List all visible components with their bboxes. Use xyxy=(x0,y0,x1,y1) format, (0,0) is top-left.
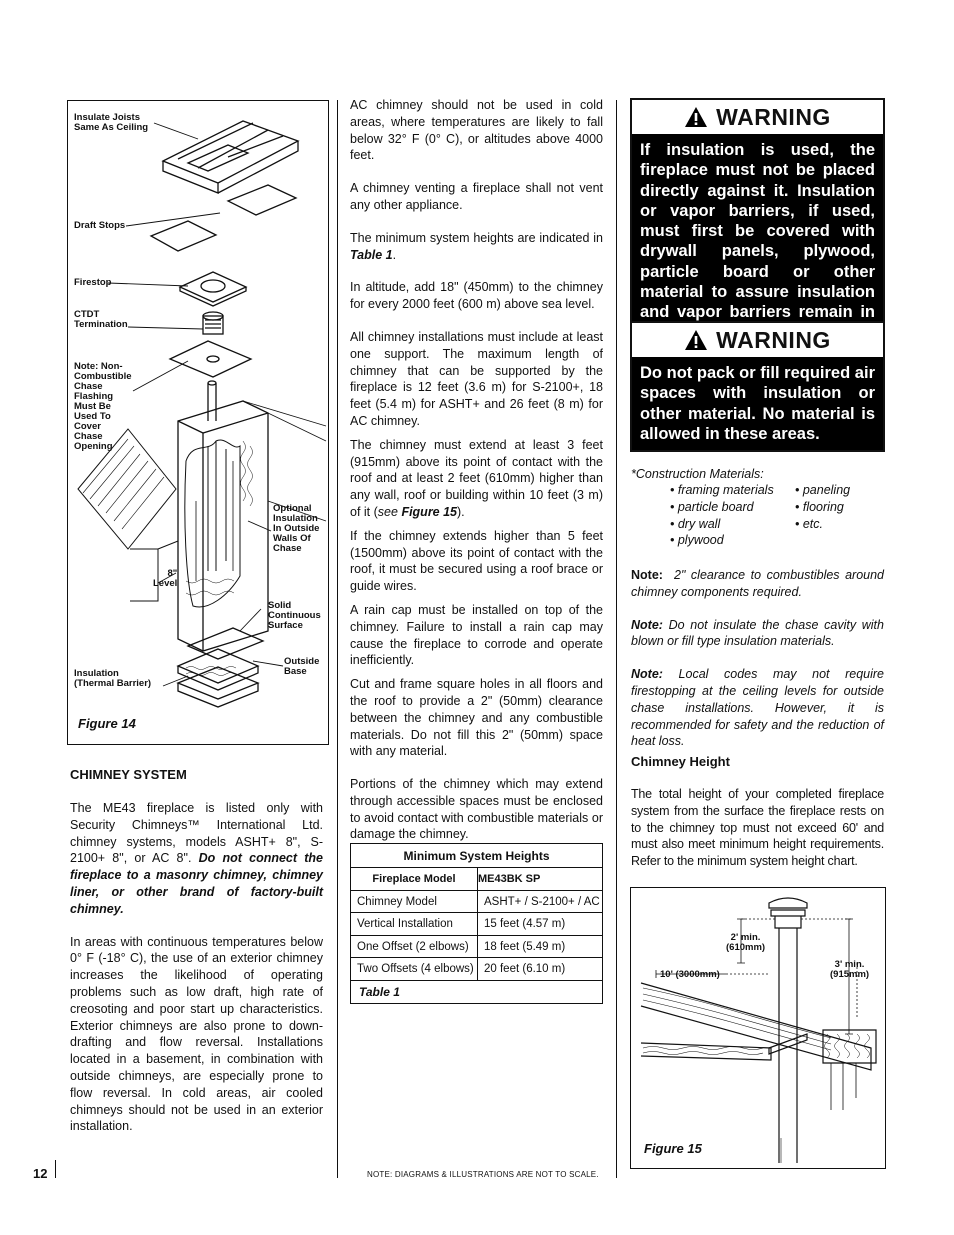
figure-14-caption: Figure 14 xyxy=(78,716,136,731)
figure-14 xyxy=(67,100,329,745)
materials-title: *Construction Materials: xyxy=(631,467,764,481)
label-note-flashing: Note: Non- Combustible Chase Flashing Must Be Used To Cover Chase Opening xyxy=(74,361,132,452)
paragraph-altitude: In altitude, add 18" (450mm) to the chimney for every 2000 feet (600 m) above sea level. xyxy=(350,280,603,312)
table-header-cell: Fireplace Model xyxy=(351,868,478,890)
table-row xyxy=(351,936,602,959)
page-number: 12 xyxy=(33,1166,48,1181)
table-header-row xyxy=(351,868,602,891)
paragraph-frame-holes: Cut and frame square holes in all floors and the roof to provide a 2" (50mm) clearance between the chimney and any combustible materials. Do not fill this 2" (50mm) space with any material. xyxy=(350,677,603,759)
label-10ft: 10' (3000mm) xyxy=(660,969,720,980)
warning-header xyxy=(632,323,883,357)
paragraph-exterior-chimney: In areas with continuous temperatures below 0° F (-18° C), the use of an exterior chimney increases the likelihood of operating problems such as low draft, high rate of creosoting and poor start up characteristics. Exterior chimneys are also prone to down-drafting and flow reversal. Installations located in a basement, in combination with outside chimneys, are especially prone to flow reversal. In cold areas, air cooled chimneys should not be used in an exterior installation. xyxy=(70,934,323,1134)
warning-title: WARNING xyxy=(716,326,831,353)
figure-15 xyxy=(630,887,886,1169)
chimney-height-diagram xyxy=(631,888,884,1167)
paragraph-brace: If the chimney extends higher than 5 feet (1500mm) above its point of contact with the roof, it must be secured using a roof brace or guide wires. xyxy=(350,528,603,594)
warning-triangle-icon xyxy=(684,106,708,128)
warning-box-insulation xyxy=(630,98,885,351)
label-optional-insulation: Optional Insulation In Outside Walls Of Chase xyxy=(273,503,320,554)
label-2ft-min: 2' min. (610mm) xyxy=(726,932,766,953)
label-solid-surface: Solid Continuous Surface xyxy=(268,600,321,631)
note-insulate: Note: Do not insulate the chase cavity with blown or fill type insulation materials. xyxy=(631,617,884,649)
warning-box-air-spaces xyxy=(630,321,885,452)
table-caption: Table 1 xyxy=(359,984,400,999)
paragraph-extend: The chimney must extend at least 3 feet (915mm) above its point of contact with the roof and at least 2 feet (610mm) higher than any wall, roof or building within 10 feet (3 m) of it (see Figure 15). xyxy=(350,437,603,519)
table-header-cell: ME43BK SP xyxy=(478,873,541,885)
paragraph-rain-cap: A rain cap must be installed on top of the chimney. Failure to install a rain cap may cause the fireplace to corrode and operate inefficiently. xyxy=(350,602,603,668)
paragraph-support: All chimney installations must include at least one support. The maximum length of chimney that can be supported by the fireplace is 12 feet (3.6 m) for S-2100+, 18 feet (5.4 m) for ASHT+ and 26 feet (8 m) for AC chimney. xyxy=(350,329,603,428)
warning-header xyxy=(632,100,883,134)
warning-triangle-icon xyxy=(684,329,708,351)
list-item: • particle board • flooring xyxy=(670,499,844,514)
warning-title: WARNING xyxy=(716,103,831,130)
list-item: • plywood xyxy=(670,533,724,548)
warning-body: If insulation is used, the fireplace must not be placed directly against it. Insulation or vapor barriers, if used, must first be covered with drywall panels, plywood, particle board or other material to assure insulation and vapor barriers remain in xyxy=(632,134,883,349)
column-divider-right xyxy=(616,100,617,1178)
scale-footnote: NOTE: DIAGRAMS & ILLUSTRATIONS ARE NOT TO SCALE. xyxy=(367,1170,599,1179)
table-cell: Two Offsets (4 elbows) xyxy=(351,958,478,980)
label-ctdt-termination: CTDT Termination xyxy=(74,309,128,330)
table-cell: ASHT+ / S-2100+ / AC xyxy=(484,895,600,908)
table-title: Minimum System Heights xyxy=(351,844,602,868)
table-cell: 18 feet (5.49 m) xyxy=(484,940,566,953)
table-cell: 15 feet (4.57 m) xyxy=(484,918,566,930)
table-row xyxy=(351,891,602,914)
warning-body: Do not pack or fill required air spaces with insulation or other material. No material is allowed in these areas. xyxy=(632,357,883,450)
paragraph-listed: The ME43 fireplace is listed only with Security Chimneys™ International Ltd. chimney systems, models ASHT+ 8", S-2100+ 8", or AC 8". Do not connect the fireplace to a masonry chimney, chimney liner, or other brand of factory-built chimney. xyxy=(70,801,323,916)
note-firestopping: Note: Local codes may not require firestopping at the ceiling levels for outside chase installations. However, it is recommended for safety and the reduction of heat loss. xyxy=(631,667,885,749)
table-cell: 20 feet (6.10 m) xyxy=(484,963,566,975)
materials-list xyxy=(670,482,850,549)
label-insulate-joists: Insulate Joists Same As Ceiling xyxy=(74,112,149,133)
label-level: 8" Level xyxy=(153,568,178,589)
figure-15-caption: Figure 15 xyxy=(644,1141,702,1156)
table-row xyxy=(351,958,602,981)
paragraph-venting: A chimney venting a fireplace shall not vent any other appliance. xyxy=(350,181,603,212)
middle-column-text xyxy=(350,97,603,859)
label-outside-base: Outside Base xyxy=(284,656,320,677)
paragraph-total-height: The total height of your completed fireplace system from the surface the fireplace rests on to the chimney top must not exceed 60' and must also meet minimum height requirements. Refer to the minimum system height chart. xyxy=(631,787,884,869)
note-clearance: Note: 2" clearance to combustibles around chimney components required. xyxy=(631,568,885,599)
chimney-system-heading: CHIMNEY SYSTEM xyxy=(70,767,187,782)
table-cell: Chimney Model xyxy=(351,891,478,913)
table-cell: Vertical Installation xyxy=(351,913,478,935)
paragraph-ac-chimney: AC chimney should not be used in cold areas, where temperatures are likely to fall below 32° F (0° C), or altitudes above 4000 feet. xyxy=(350,98,603,163)
column-divider-left xyxy=(337,100,338,1178)
label-firestop: Firestop xyxy=(74,277,112,288)
label-draft-stops: Draft Stops xyxy=(74,220,126,231)
chimney-height-heading: Chimney Height xyxy=(631,754,730,769)
table-row xyxy=(351,913,602,936)
paragraph-min-heights: The minimum system heights are indicated in Table 1. xyxy=(350,230,603,262)
table-cell: One Offset (2 elbows) xyxy=(351,936,478,958)
label-insulation: Insulation (Thermal Barrier) xyxy=(74,668,152,689)
left-column-text xyxy=(70,800,323,1151)
chimney-height-text xyxy=(631,786,884,886)
notes-block xyxy=(631,567,884,766)
label-3ft-min: 3' min. (915mm) xyxy=(830,959,870,980)
minimum-system-heights-table xyxy=(350,843,603,1004)
list-item: • framing materials • paneling xyxy=(670,483,851,497)
list-item: • dry wall • etc. xyxy=(670,516,823,531)
page-number-divider xyxy=(55,1160,56,1178)
paragraph-enclosed: Portions of the chimney which may extend through accessible spaces must be enclosed to avoid contact with combustible materials or damage the chimney. xyxy=(350,777,603,842)
